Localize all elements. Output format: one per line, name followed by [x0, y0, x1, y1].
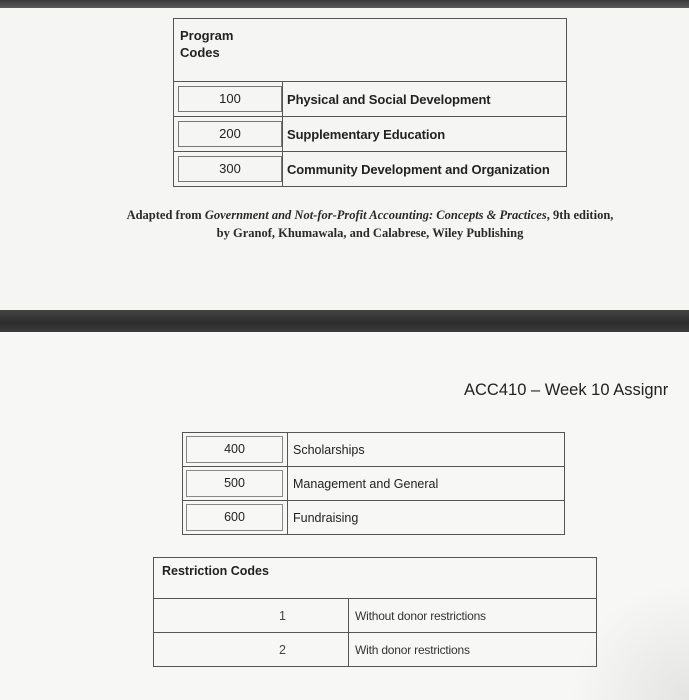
restriction-codes-table	[153, 557, 597, 667]
program-code-cell	[174, 152, 283, 187]
restriction-description: Without donor restrictions	[349, 599, 597, 633]
program-codes-header	[174, 19, 567, 82]
program-codes-header-row	[174, 19, 567, 82]
restriction-code: 1	[154, 599, 349, 633]
table-row	[174, 117, 567, 152]
restriction-description: With donor restrictions	[349, 633, 597, 667]
citation-edition: , 9th edition,	[546, 208, 614, 222]
functional-code-cell	[183, 433, 288, 467]
table-row	[174, 152, 567, 187]
page-divider-band	[0, 310, 689, 332]
program-description: Community Development and Organization	[283, 152, 567, 187]
program-description: Supplementary Education	[283, 117, 567, 152]
citation	[100, 206, 640, 242]
table-row	[154, 633, 597, 667]
table-row	[183, 501, 565, 535]
table-row	[174, 82, 567, 117]
functional-description: Management and General	[288, 467, 565, 501]
functional-code-cell	[183, 467, 288, 501]
top-edge-bar	[0, 0, 689, 8]
restriction-codes-header: Restriction Codes	[154, 558, 597, 599]
citation-line1	[100, 206, 640, 224]
functional-code-cell	[183, 501, 288, 535]
program-codes-table	[173, 18, 567, 187]
program-code: 100	[178, 86, 282, 112]
citation-book-title: Government and Not-for-Profit Accounting: Concepts & Practices	[204, 208, 547, 222]
functional-description: Scholarships	[288, 433, 565, 467]
restriction-codes-header-row	[154, 558, 597, 599]
restriction-code: 2	[154, 633, 349, 667]
program-code-cell	[174, 82, 283, 117]
table-row	[183, 467, 565, 501]
table-row	[183, 433, 565, 467]
functional-description: Fundraising	[288, 501, 565, 535]
program-code: 300	[178, 156, 282, 182]
functional-code: 400	[186, 436, 283, 463]
program-code: 200	[178, 121, 282, 147]
citation-prefix: Adapted from	[126, 208, 205, 222]
functional-codes-table	[182, 432, 565, 535]
functional-code: 500	[186, 470, 283, 497]
program-description: Physical and Social Development	[283, 82, 567, 117]
program-code-cell	[174, 117, 283, 152]
table-row	[154, 599, 597, 633]
citation-line2: by Granof, Khumawala, and Calabrese, Wiley Publishing	[216, 226, 524, 240]
functional-code: 600	[186, 504, 283, 531]
program-codes-header-line1: Program	[180, 28, 234, 43]
assignment-header: ACC410 – Week 10 Assignr	[464, 381, 669, 399]
program-codes-header-line2: Codes	[180, 45, 220, 60]
